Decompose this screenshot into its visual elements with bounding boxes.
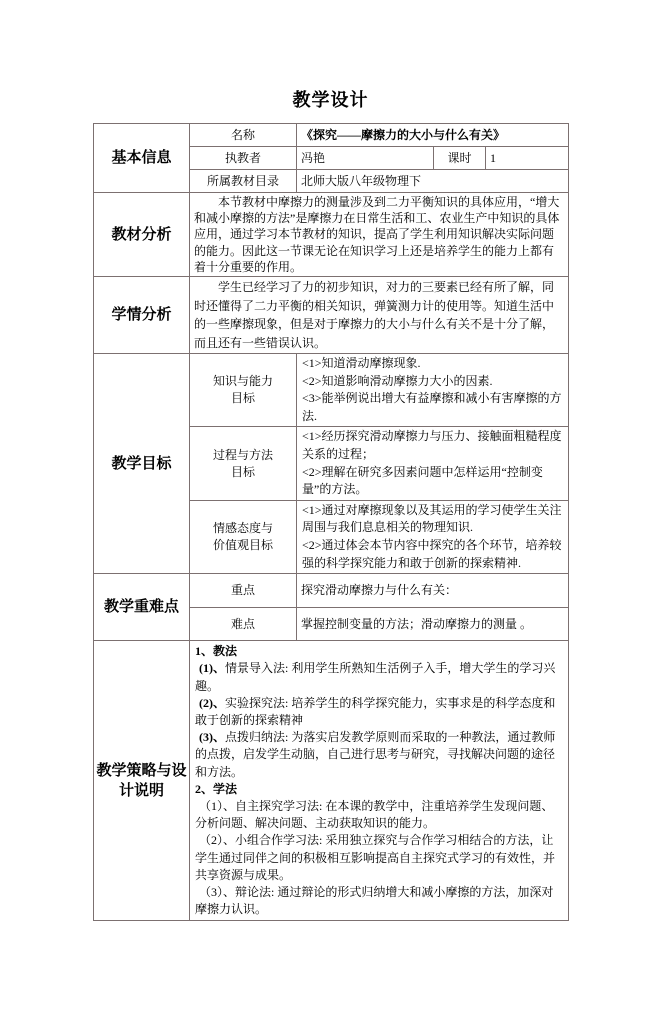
key-point-value: 探究滑动摩擦力与什么有关： <box>297 574 569 608</box>
difficult-point-label: 难点 <box>190 608 297 641</box>
text: （3）、辩论法: 通过辩论的形式归纳增大和减小摩擦的方法，加深对摩擦力认识。 <box>195 884 554 917</box>
paragraph <box>195 729 563 781</box>
learner-analysis-text <box>190 277 569 354</box>
text: 点拨归纳法: 为落实启发教学原则而采取的一种教法，通过教师的点拨，启发学生动脑，自己进行思考与研究，寻找解决问题的途径和方法。 <box>195 730 556 779</box>
list-item: <2>通过体会本节内容中探究的各个环节，培养较强的科学探究能力和敢于创新的探索精神. <box>302 537 562 570</box>
difficult-point-value: 掌握控制变量的方法；滑动摩擦力的测量 。 <box>297 608 569 641</box>
list-item: <2>理解在研究多因素问题中怎样运用“控制变量”的方法。 <box>302 464 543 497</box>
objective-label-knowledge <box>190 354 297 427</box>
label-text: 情感态度与价值观目标 <box>212 520 273 552</box>
section-label-strategy: 教学策略与设计说明 <box>94 641 190 921</box>
objective-emotion-items <box>297 500 569 573</box>
paragraph <box>195 660 563 694</box>
label-text: 知识与能力目标 <box>212 374 273 406</box>
list-item: <3>能举例说出增大有益摩擦和减小有害摩擦的方法. <box>302 391 562 423</box>
bold-text: 1、教法 <box>195 644 238 659</box>
text: 情景导入法: 利用学生所熟知生活例子入手，增大学生的学习兴趣。 <box>195 661 556 693</box>
paragraph <box>195 884 563 918</box>
section-label-material-analysis: 教材分析 <box>94 193 190 277</box>
section-label-basic-info: 基本信息 <box>94 124 190 193</box>
field-label-name: 名称 <box>190 124 297 147</box>
text: 实验探究法: 培养学生的科学探究能力，实事求是的科学态度和敢于创新的探索精神 <box>195 695 556 727</box>
objective-label-process <box>190 427 297 500</box>
strategy-text <box>190 641 569 921</box>
bold-text: (3)、 <box>199 730 225 745</box>
paragraph <box>195 695 563 729</box>
table-row <box>94 574 569 608</box>
list-item: <2>知道影响滑动摩擦力大小的因素. <box>302 373 493 388</box>
key-point-label: 重点 <box>190 574 297 608</box>
objective-knowledge-items <box>297 354 569 427</box>
bold-text: (1)、 <box>199 661 225 676</box>
bold-text: (2)、 <box>199 695 225 710</box>
list-item: <1>知道滑动摩擦现象. <box>302 356 421 371</box>
objective-process-items <box>297 427 569 500</box>
section-label-learner-analysis: 学情分析 <box>94 277 190 354</box>
paragraph <box>195 832 563 884</box>
paragraph <box>195 643 563 660</box>
text: （2）、小组合作学习法: 采用独立探究与合作学习相结合的方法，让学生通过同伴之间的积极相互影响提高自主探究式学习的有效性，并共享资源与成果。 <box>195 833 556 882</box>
material-analysis-text <box>190 193 569 277</box>
list-item: <1>经历探究滑动摩擦力与压力、接触面粗糙程度关系的过程； <box>302 429 562 461</box>
field-value-name: 《探究——摩擦力的大小与什么有关》 <box>297 124 569 147</box>
field-value-period: 1 <box>486 147 569 170</box>
table-row <box>94 641 569 921</box>
table-row <box>94 124 569 147</box>
table-row <box>94 193 569 277</box>
paragraph: 本节教材中摩擦力的测量涉及到二力平衡知识的具体应用，“增大和减小摩擦的方法”是摩擦力在日常生活和工、农业生产中知识的具体应用，通过学习本节教材的知识，提高了学生利用知识解决实际问题的能力。因此这一节课无论在知识学习上还是培养学生的能力上都有着十分重要的作用。 <box>194 195 560 274</box>
bold-text: 2、学法 <box>195 781 238 796</box>
page-title: 教学设计 <box>292 90 369 110</box>
field-label-period: 课时 <box>434 147 486 170</box>
section-label-objectives: 教学目标 <box>94 354 190 574</box>
field-label-teacher: 执教者 <box>190 147 297 170</box>
table-row <box>94 277 569 354</box>
table-row <box>94 354 569 427</box>
field-value-textbook: 北师大版八年级物理下 <box>297 170 569 193</box>
paragraph <box>195 798 563 832</box>
text: （1）、自主探究学习法: 在本课的教学中，注重培养学生发现问题、分析问题、解决问题、主动获取知识的能力。 <box>195 798 554 831</box>
list-item: <1>通过对摩擦现象以及其运用的学习使学生关注周围与我们息息相关的物理知识. <box>302 502 562 535</box>
field-value-teacher: 冯艳 <box>297 147 434 170</box>
field-label-textbook: 所属教材目录 <box>190 170 297 193</box>
label-text: 过程与方法目标 <box>212 447 273 479</box>
teaching-design-table <box>93 123 569 921</box>
section-label-key-points: 教学重难点 <box>94 574 190 641</box>
objective-label-emotion <box>190 500 297 573</box>
paragraph <box>195 781 563 798</box>
paragraph: 学生已经学习了力的初步知识，对力的三要素已经有所了解，同时还懂得了二力平衡的相关知识，弹簧测力计的使用等。知道生活中的一些摩擦现象，但是对于摩擦力的大小与什么有关不是十分了解，而且还有一些错误认识。 <box>194 280 555 350</box>
